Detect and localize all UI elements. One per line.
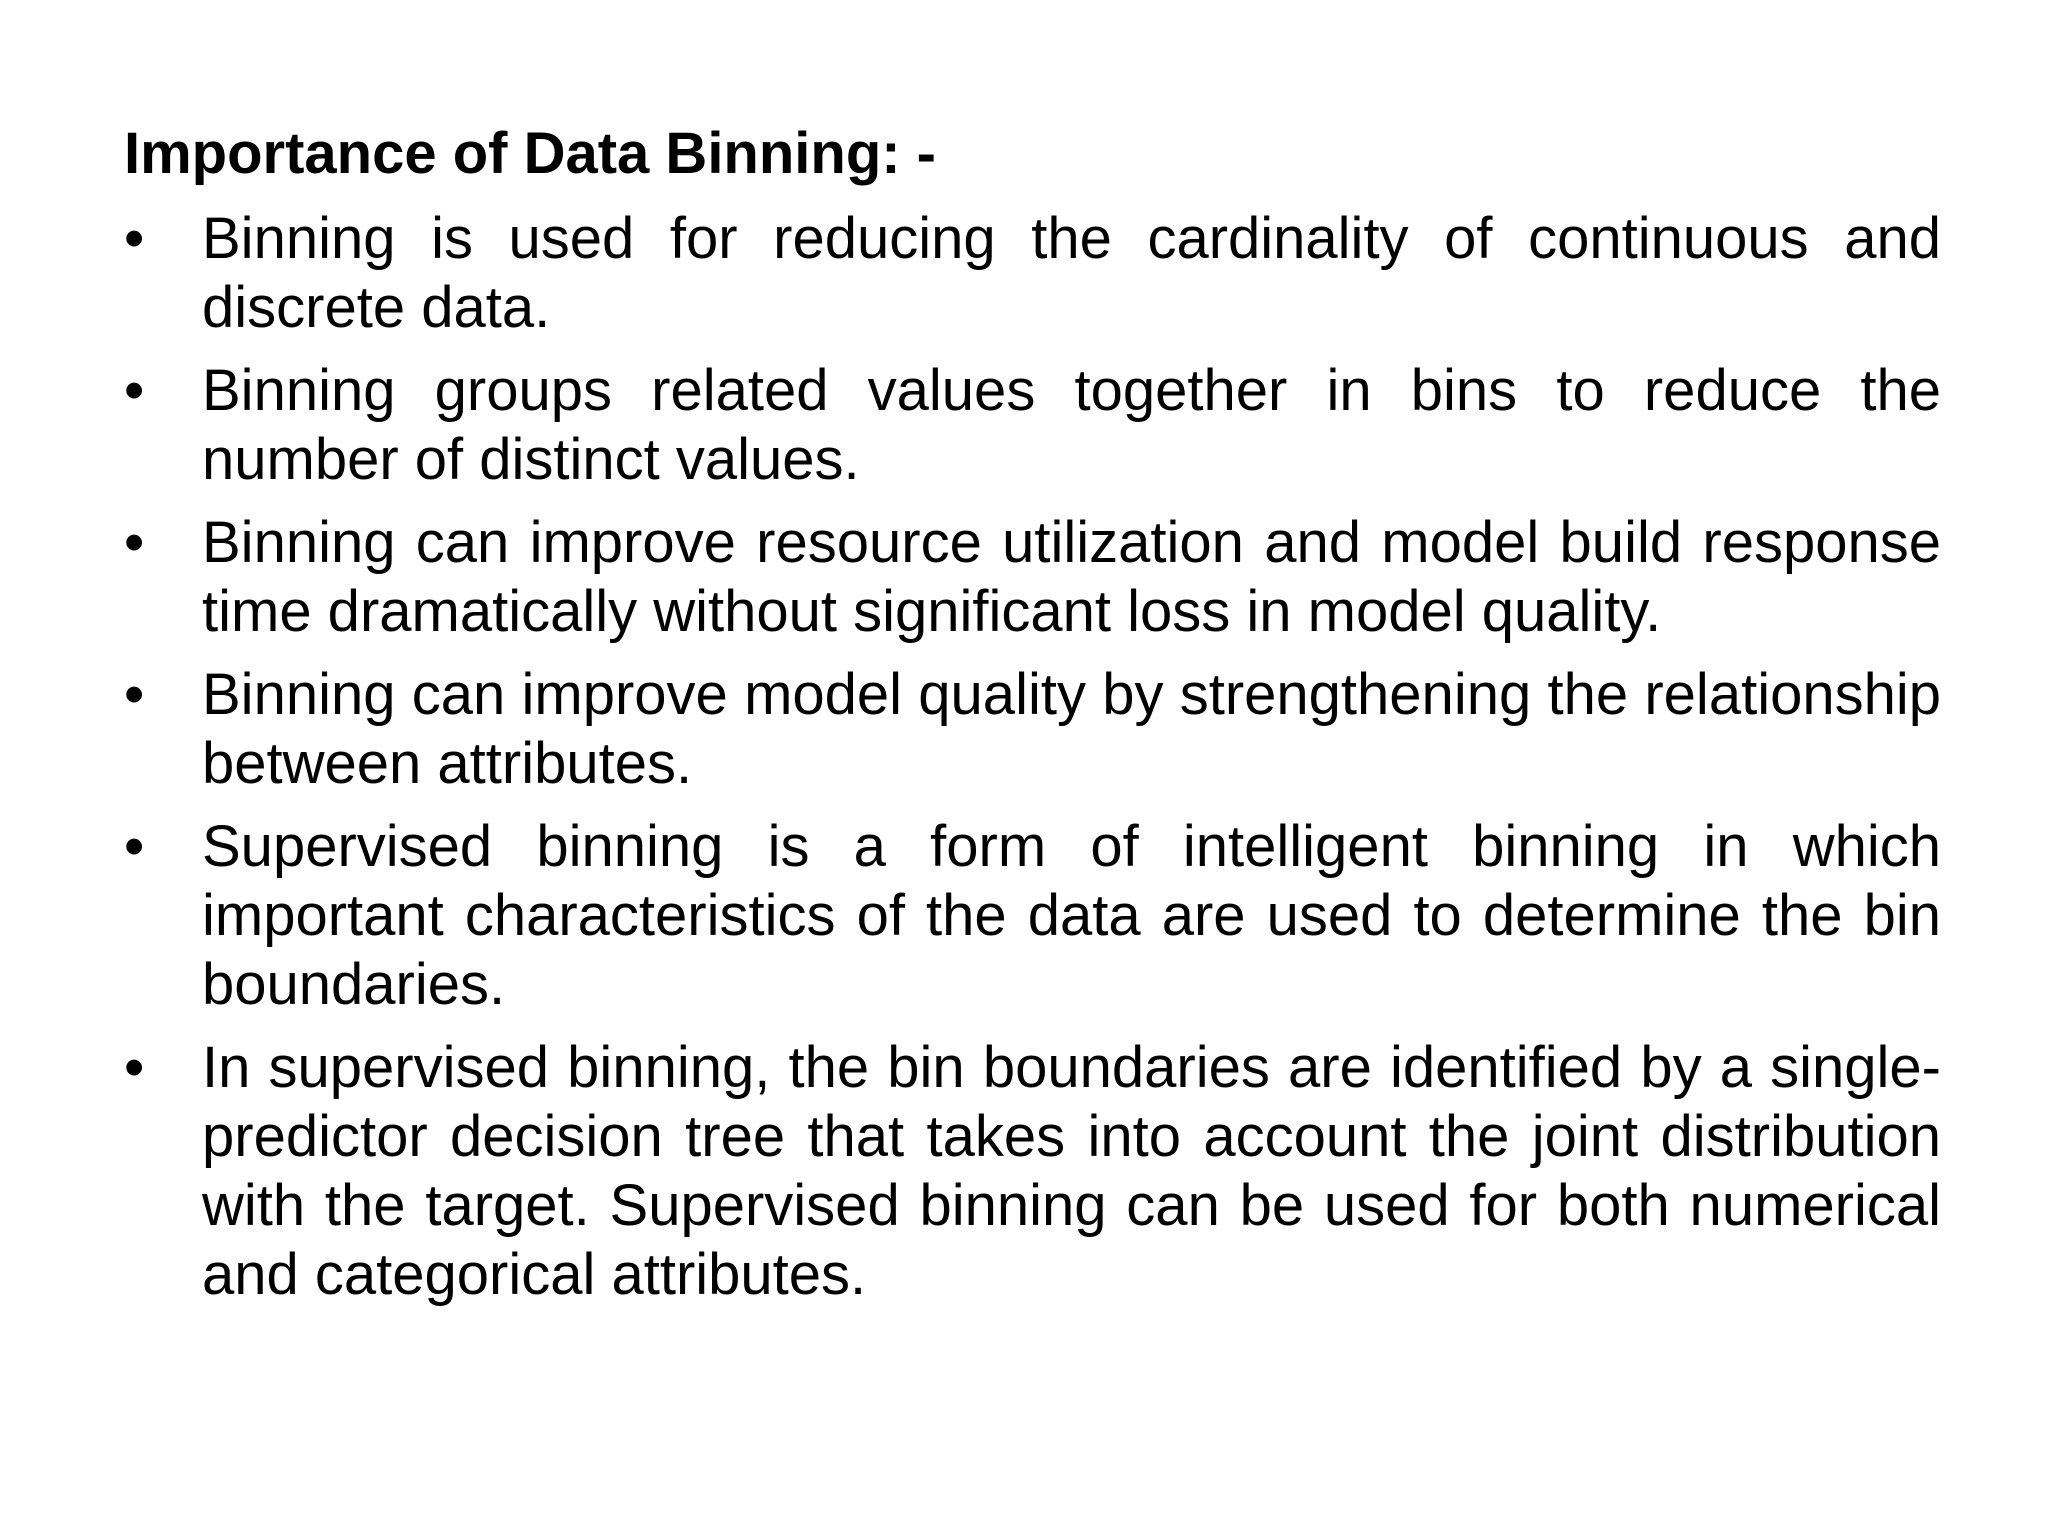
bullet-text: Supervised binning is a form of intelligent binning in which important characteristics of the data are used to determine the bin boundaries. [202, 814, 1941, 1017]
bullet-item [124, 812, 1941, 1019]
bullet-item [124, 1033, 1941, 1309]
bullet-text: In supervised binning, the bin boundaries are identified by a single-predictor decision tree that takes into account the joint distribution with the target. Supervised binning can be used for both numerical and categorical attributes. [202, 1035, 1941, 1307]
slide-title: Importance of Data Binning: - [124, 121, 936, 186]
bullet-icon: • [124, 662, 145, 727]
bullet-list [124, 204, 1941, 1323]
bullet-text: Binning can improve model quality by strengthening the relationship between attributes. [202, 662, 1941, 796]
bullet-item [124, 508, 1941, 646]
bullet-text: Binning is used for reducing the cardinality of continuous and discrete data. [202, 206, 1941, 340]
bullet-icon: • [124, 1035, 145, 1100]
bullet-item [124, 204, 1941, 342]
bullet-item [124, 660, 1941, 798]
bullet-text: Binning groups related values together in bins to reduce the number of distinct values. [202, 358, 1941, 492]
bullet-icon: • [124, 814, 145, 879]
bullet-text: Binning can improve resource utilization and model build response time dramatically without significant loss in model quality. [202, 510, 1941, 644]
bullet-icon: • [124, 358, 145, 423]
bullet-item [124, 356, 1941, 494]
bullet-icon: • [124, 206, 145, 271]
bullet-icon: • [124, 510, 145, 575]
